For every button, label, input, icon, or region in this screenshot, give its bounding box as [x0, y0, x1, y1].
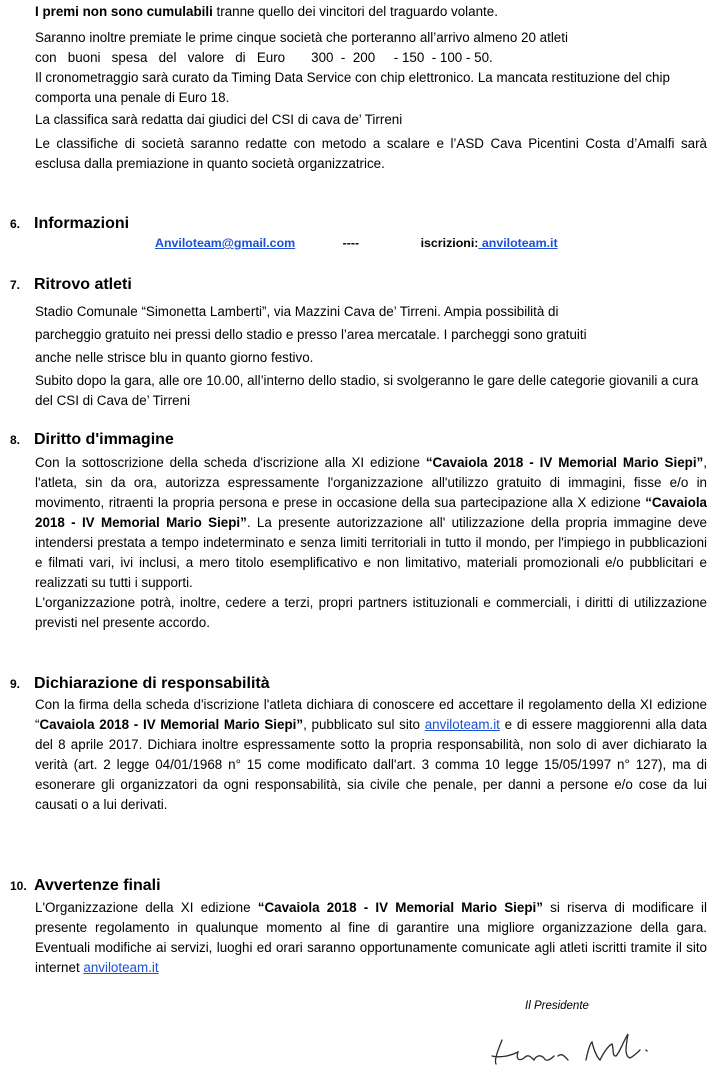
event-name-1: “Cavaiola 2018 - IV Memorial Mario Siepi” — [425, 455, 704, 470]
section-7-heading — [10, 276, 132, 294]
event-name-4: “Cavaiola 2018 - IV Memorial Mario Siepi” — [257, 900, 543, 915]
responsibility-text-c: , pubblicato sul sito — [303, 717, 425, 732]
team-prize-line: Saranno inoltre premiate le prime cinque società che porteranno all’arrivo almeno 20 atleti — [35, 30, 568, 45]
section-10-heading — [10, 877, 161, 895]
section-10-body — [35, 898, 707, 978]
timing-line: Il cronometraggio sarà curato da Timing Data Service con chip elettronico. La mancata restituzione del chip comporta una penale di Euro 18. — [35, 70, 670, 105]
email-link[interactable]: Anviloteam@gmail.com — [155, 236, 296, 250]
section-6-number: 6. — [10, 217, 21, 231]
president-signature-icon — [488, 1026, 668, 1071]
internet-site-link[interactable]: anviloteam.it — [83, 960, 159, 975]
responsibility-text-d: e di essere maggiorenni alla data del 8 aprile 2017. Dichiara inoltre espressamente sotto la propria responsabilità, non solo di aver dichiarato la verità (art. 2 legge 04/01/1968 n° 15 come modificato dall'art. 3 comma 10 legge 15/05/1997 n° 127), ma di esonerare gli organizzatori da ogni responsabilità, sia civile che penale, per danni a persone e/o cose da lui causati o a lui derivati. — [35, 717, 707, 812]
registrations-label: iscrizioni: — [420, 236, 479, 250]
image-rights-paragraph — [35, 453, 707, 593]
team-ranking-line: Le classifiche di società saranno redatte con metodo a scalare e l’ASD Cava Picentini Costa d’Amalfi sarà esclusa dalla premiazione in quanto società organizzatrice. — [35, 136, 707, 171]
section-8-body — [35, 453, 707, 633]
final-notes-paragraph — [35, 898, 707, 978]
final-notes-text-a: L'Organizzazione della XI edizione — [35, 900, 258, 915]
section-9-title: Dichiarazione di responsabilità — [34, 675, 270, 692]
event-name-3: Cavaiola 2018 - IV Memorial Mario Siepi” — [39, 717, 304, 732]
registrations-link[interactable]: anviloteam.it — [478, 236, 558, 250]
section-7-body — [35, 300, 707, 411]
responsibility-paragraph — [35, 695, 707, 815]
image-rights-text-e: . La presente autorizzazione all' utilizzazione della propria immagine deve intendersi prestata a tempo indeterminato e senza limiti territoriali in tutto il mondo, per l'impiego in pubblicazioni e filmati vari, ivi inclusi, a mero titolo esemplificativo e non limitativo, materiali promozionali e/o pubblicitari e realizzati su tutti i supporti. — [35, 515, 707, 590]
image-rights-paragraph-2: L'organizzazione potrà, inoltre, cedere a terzi, propri partners istituzionali e commerciali, i diritti di utilizzazione previsti nel presente accordo. — [35, 595, 707, 630]
ranking-line: La classifica sarà redatta dai giudici del CSI di cava de’ Tirreni — [35, 112, 403, 127]
section-6-heading — [10, 215, 129, 233]
section-10-title: Avvertenze finali — [34, 877, 161, 894]
final-notes-text-c: si riserva di modificare il presente regolamento in qualunque momento al fine di garantire una migliore organizzazione della gara. Eventuali modifiche ai servizi, luoghi ed orari saranno opportunamente comunicate agli atleti iscritti tramite il sito internet — [35, 900, 707, 975]
event-name-2: “Cavaiola 2018 - IV Memorial Mario Siepi” — [35, 495, 707, 530]
section-8-number: 8. — [10, 433, 21, 447]
section-8-title: Diritto d'immagine — [34, 431, 174, 448]
not-cumulative-text: I premi non sono cumulabili — [35, 4, 213, 19]
section-7-title: Ritrovo atleti — [34, 276, 132, 293]
venue-line-3: anche nelle strisce blu in quanto giorno festivo. — [35, 350, 314, 365]
prizes-line-1 — [35, 2, 707, 22]
responsibility-text-a: Con la firma della scheda d'iscrizione l'atleta dichiara di conoscere ed accettare il regolamento della XI edizione “ — [35, 697, 707, 732]
image-rights-text-c: , l'atleta, sin da ora, autorizza espressamente l'organizzazione all'utilizzo gratuito di immagini, fisse e/o in movimento, ritraenti la propria persona e prese in occasione della sua partecipazione alla X edizione — [35, 455, 707, 510]
separator: ---- — [342, 236, 360, 250]
section-10-number: 10. — [10, 879, 27, 893]
youth-races-line: Subito dopo la gara, alle ore 10.00, all’interno dello stadio, si svolgeranno le gare delle categorie giovanili a cura del CSI di Cava de’ Tirreni — [35, 373, 699, 408]
prizes-block — [35, 2, 707, 22]
venue-line-2: parcheggio gratuito nei pressi dello stadio e presso l’area mercatale. I parcheggi sono gratuiti — [35, 327, 587, 342]
section-6-title: Informazioni — [34, 215, 130, 232]
prizes-text — [35, 28, 707, 174]
image-rights-text-a: Con la sottoscrizione della scheda d'iscrizione alla XI edizione — [35, 455, 426, 470]
site-link[interactable]: anviloteam.it — [424, 717, 500, 732]
section-9-body — [35, 695, 707, 815]
section-8-heading — [10, 431, 174, 449]
president-label: Il Presidente — [525, 1000, 589, 1012]
info-line — [155, 236, 558, 250]
section-9-heading — [10, 675, 270, 693]
section-9-number: 9. — [10, 677, 21, 691]
vouchers-line: con buoni spesa del valore di Euro 300 - 200 - 150 - 100 - 50. — [35, 50, 493, 65]
section-7-number: 7. — [10, 278, 21, 292]
prizes-line-1-rest: tranne quello dei vincitori del traguardo volante. — [212, 4, 498, 19]
venue-line-1: Stadio Comunale “Simonetta Lamberti”, via Mazzini Cava de’ Tirreni. Ampia possibilità di — [35, 304, 559, 319]
